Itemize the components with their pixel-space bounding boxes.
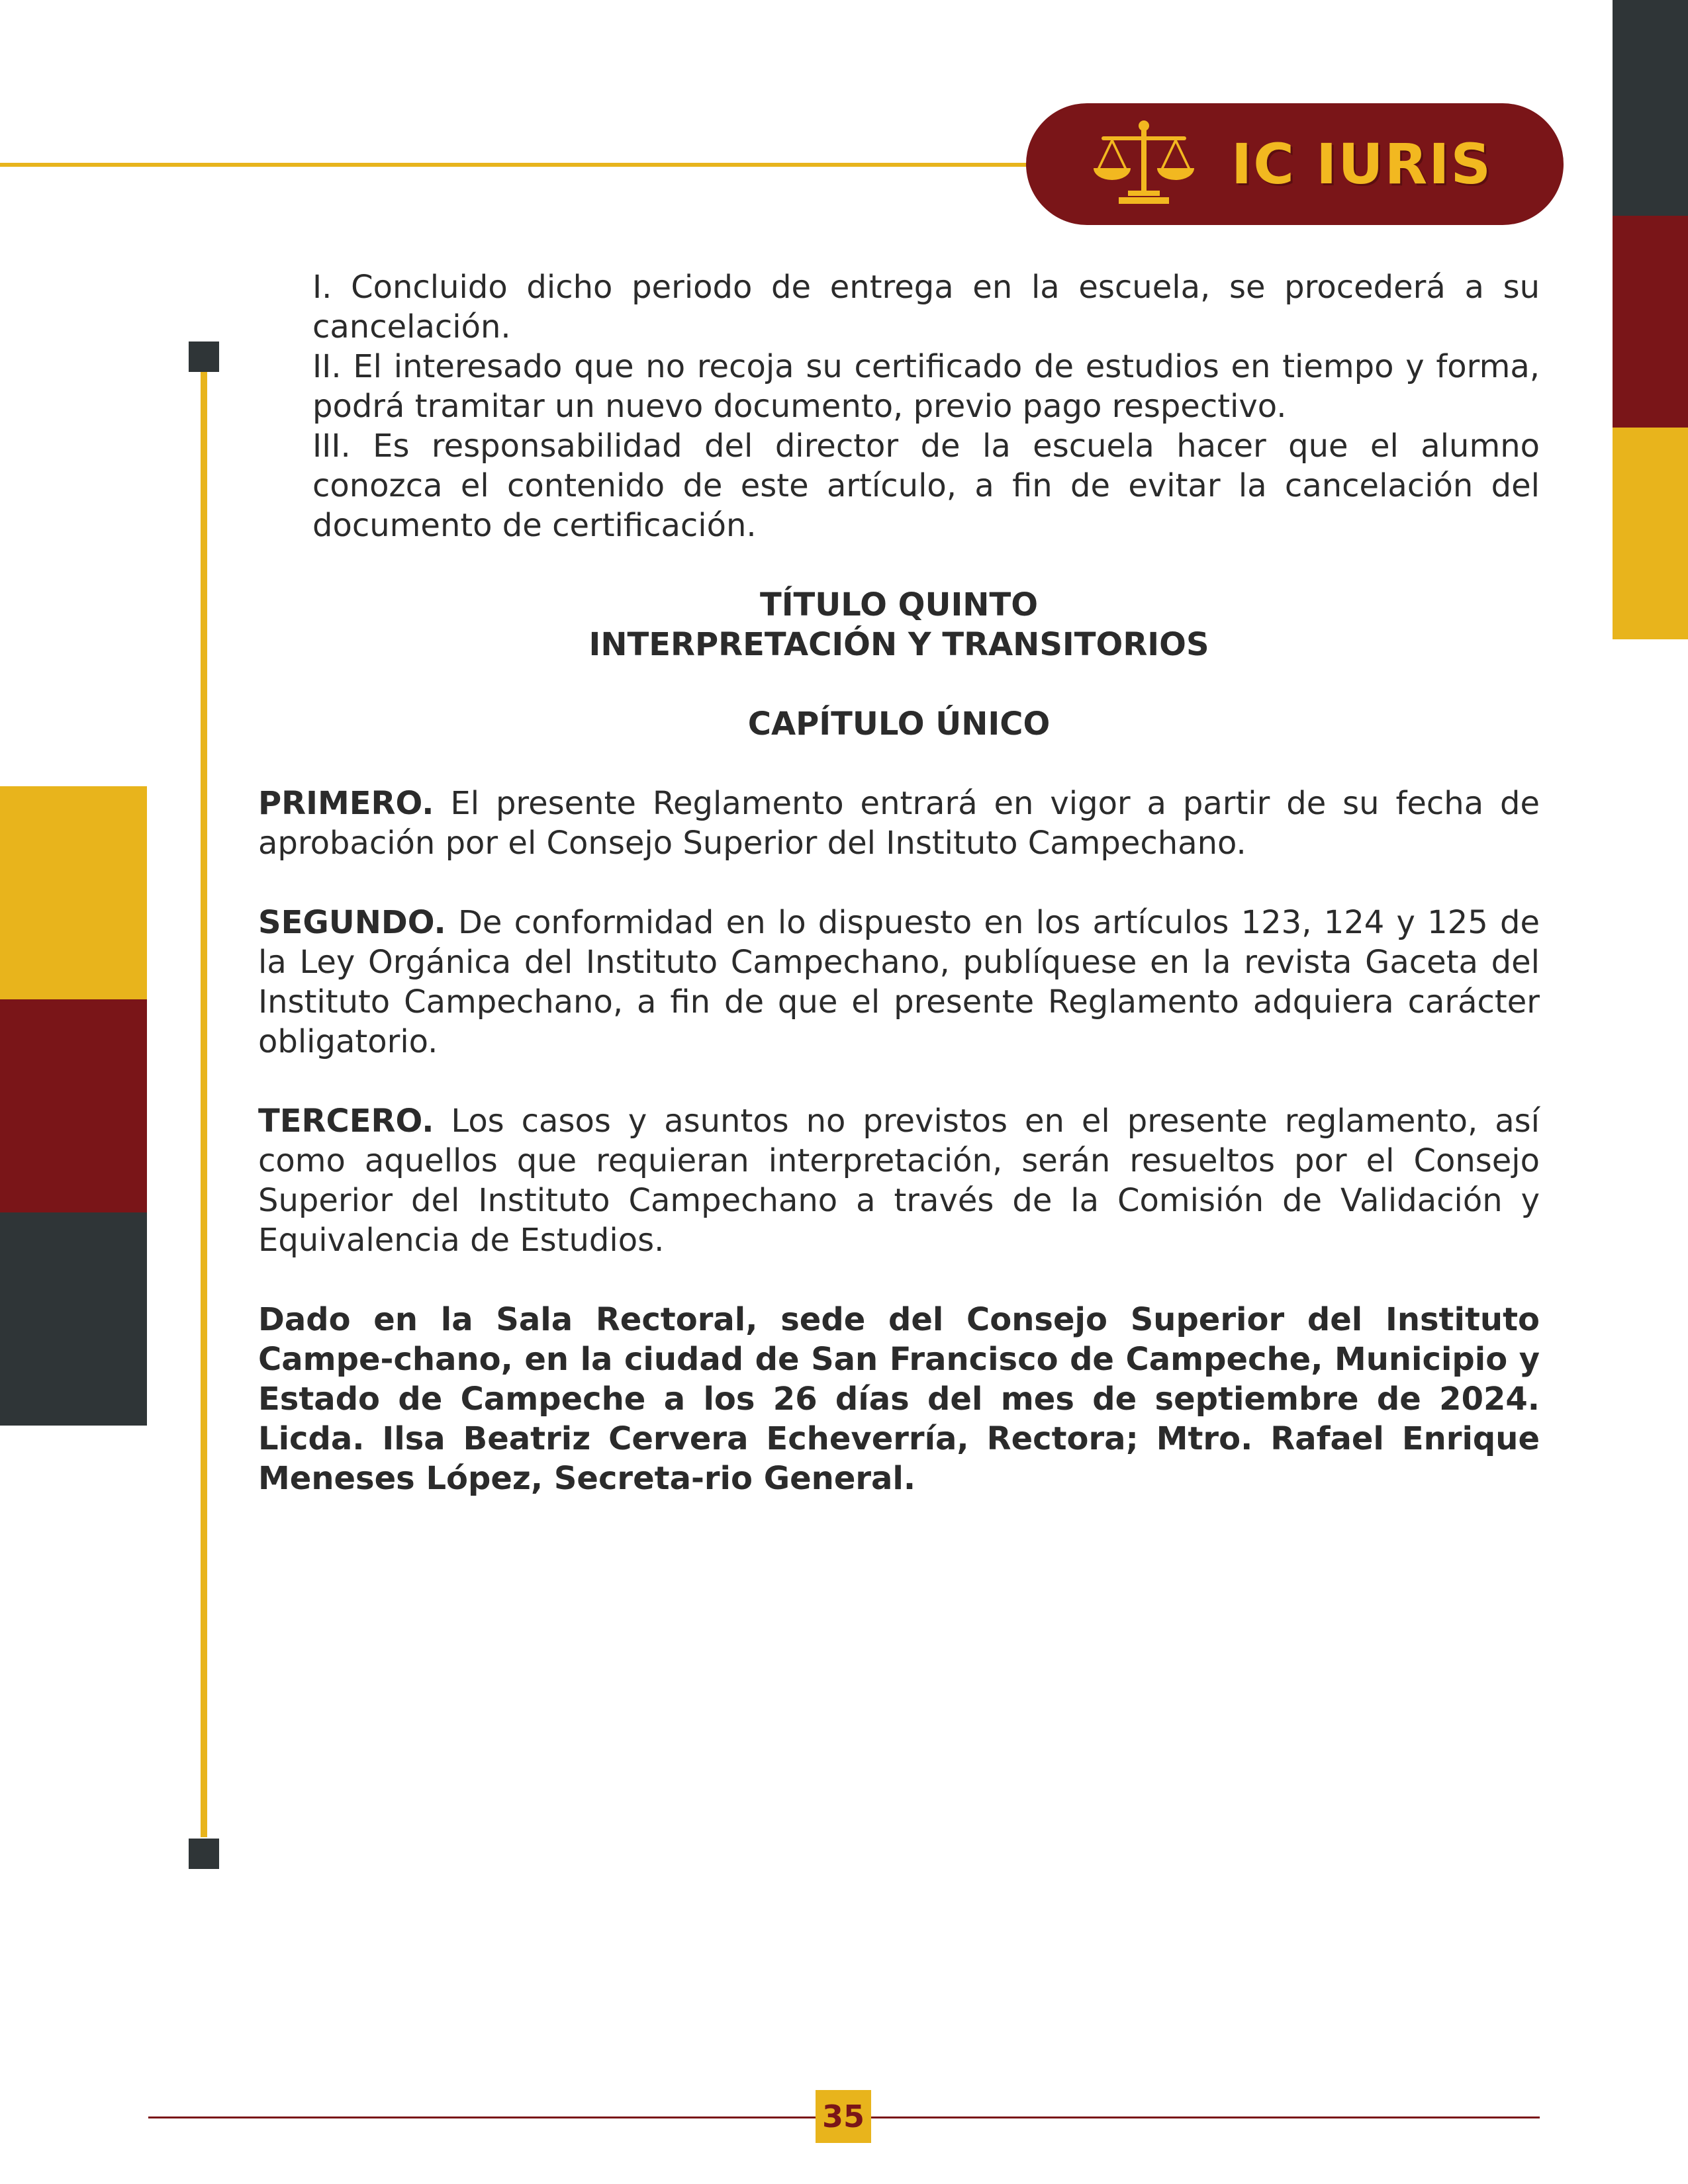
rule-top-square: [189, 341, 219, 372]
scales-of-justice-icon: [1092, 119, 1196, 209]
article-label: SEGUNDO.: [258, 904, 446, 941]
title-subheading: INTERPRETACIÓN Y TRANSITORIOS: [588, 626, 1209, 663]
title-heading: TÍTULO QUINTO: [759, 586, 1039, 623]
right-strip-charcoal: [1613, 0, 1688, 216]
article-text: De conformidad en lo dispuesto en los artículos 123, 124 y 125 de la Ley Orgánica del Instituto Campechano, publíquese en la revista Gaceta del Instituto Campechano, a fin de que el presente Reglamento adquiera carácter obligatorio.: [258, 904, 1540, 1060]
right-strip-gold: [1613, 428, 1688, 639]
brand-name: IC IURIS: [1231, 132, 1493, 197]
closing-statement: Dado en la Sala Rectoral, sede del Consejo Superior del Instituto Campe-chano, en la ciudad de San Francisco de Campeche, Municipio y Estado de Campeche a los 26 días del mes de septiembre de 2024. Licda. Ilsa Beatriz Cervera Echeverría, Rectora; Mtro. Rafael Enrique Meneses López, Secreta-rio General.: [258, 1301, 1540, 1497]
rule-bottom-square: [189, 1839, 219, 1869]
article-primero: [258, 784, 1540, 863]
article-text: El presente Reglamento entrará en vigor a partir de su fecha de aprobación por el Consejo Superior del Instituto Campechano.: [258, 785, 1540, 862]
article-segundo: [258, 903, 1540, 1062]
article-text: Los casos y asuntos no previstos en el presente reglamento, así como aquellos que requieran interpretación, serán resueltos por el Consejo Superior del Instituto Campechano a través de la Comisión de Validación y Equivalencia de Estudios.: [258, 1103, 1540, 1259]
page-number: 35: [821, 2099, 865, 2134]
list-item: II. El interesado que no recoja su certificado de estudios en tiempo y forma, podrá tramitar un nuevo documento, previo pago respectivo.: [312, 348, 1540, 425]
document-body: [258, 267, 1540, 1498]
chapter-heading: CAPÍTULO ÚNICO: [747, 705, 1051, 743]
page-number-badge: [816, 2090, 871, 2143]
right-strip-maroon: [1613, 216, 1688, 428]
left-strip-maroon: [0, 999, 147, 1212]
article-label: TERCERO.: [258, 1103, 434, 1140]
brand-badge: [1026, 103, 1564, 225]
left-strip-gold: [0, 786, 147, 999]
article-label: PRIMERO.: [258, 785, 434, 822]
header-rule: [0, 163, 1033, 167]
article-tercero: [258, 1101, 1540, 1260]
vertical-rule: [201, 368, 207, 1837]
list-item: I. Concluido dicho periodo de entrega en la escuela, se procederá a su cancelación.: [312, 269, 1540, 345]
list-item: III. Es responsabilidad del director de la escuela hacer que el alumno conozca el contenido de este artículo, a fin de evitar la cancelación del documento de certificación.: [312, 428, 1540, 544]
left-strip-charcoal: [0, 1212, 147, 1426]
